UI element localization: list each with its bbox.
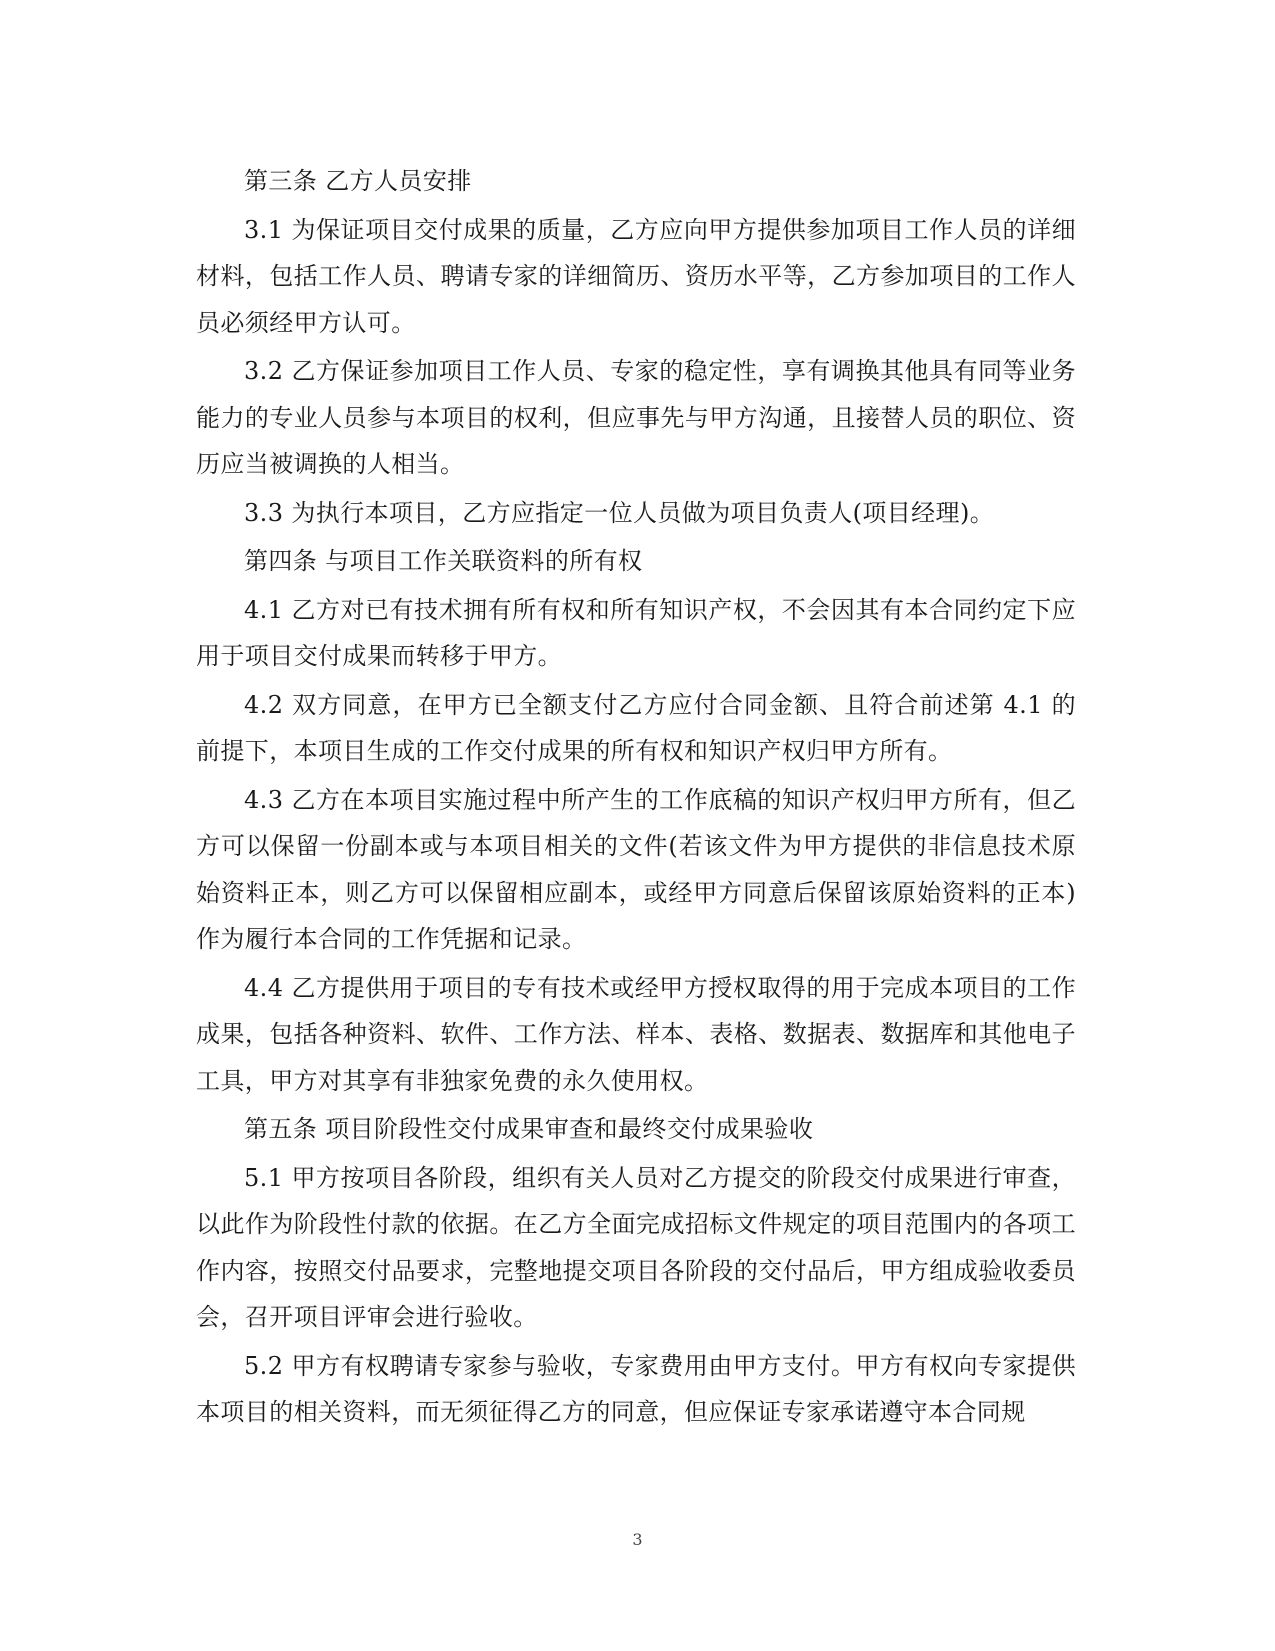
clause-4-3: 4.3 乙方在本项目实施过程中所产生的工作底稿的知识产权归甲方所有，但乙方可以保留一份副本或与本项目相关的文件(若该文件为甲方提供的非信息技术原始资料正本，则乙方可以保留相应副本，或经甲方同意后保留该原始资料的正本)作为履行本合同的工作凭据和记录。 [196, 785, 1076, 953]
article-5-heading: 第五条 项目阶段性交付成果审查和最终交付成果验收 [244, 1115, 814, 1143]
clause-4-2: 4.2 双方同意，在甲方已全额支付乙方应付合同金额、且符合前述第 4.1 的前提下，本项目生成的工作交付成果的所有权和知识产权归甲方所有。 [196, 690, 1076, 765]
article-3-heading: 第三条 乙方人员安排 [244, 167, 472, 195]
clause-5-1: 5.1 甲方按项目各阶段，组织有关人员对乙方提交的阶段交付成果进行审查，以此作为阶段性付款的依据。在乙方全面完成招标文件规定的项目范围内的各项工作内容，按照交付品要求，完整地提交项目各阶段的交付品后，甲方组成验收委员会，召开项目评审会进行验收。 [196, 1163, 1076, 1331]
document-body [196, 158, 1076, 1438]
clause-5-2: 5.2 甲方有权聘请专家参与验收，专家费用由甲方支付。甲方有权向专家提供本项目的相关资料，而无须征得乙方的同意，但应保证专家承诺遵守本合同规 [196, 1351, 1076, 1426]
article-4-heading: 第四条 与项目工作关联资料的所有权 [244, 547, 643, 575]
clause-4-1: 4.1 乙方对已有技术拥有所有权和所有知识产权，不会因其有本合同约定下应用于项目交付成果而转移于甲方。 [196, 595, 1076, 670]
clause-4-4: 4.4 乙方提供用于项目的专有技术或经甲方授权取得的用于完成本项目的工作成果，包括各种资料、软件、工作方法、样本、表格、数据表、数据库和其他电子工具，甲方对其享有非独家免费的永久使用权。 [196, 973, 1076, 1095]
page-number: 3 [632, 1530, 643, 1549]
clause-3-1: 3.1 为保证项目交付成果的质量，乙方应向甲方提供参加项目工作人员的详细材料，包括工作人员、聘请专家的详细简历、资历水平等，乙方参加项目的工作人员必须经甲方认可。 [196, 215, 1076, 337]
clause-3-3: 3.3 为执行本项目，乙方应指定一位人员做为项目负责人(项目经理)。 [244, 498, 995, 527]
clause-3-2: 3.2 乙方保证参加项目工作人员、专家的稳定性，享有调换其他具有同等业务能力的专业人员参与本项目的权利，但应事先与甲方沟通，且接替人员的职位、资历应当被调换的人相当。 [196, 357, 1076, 478]
